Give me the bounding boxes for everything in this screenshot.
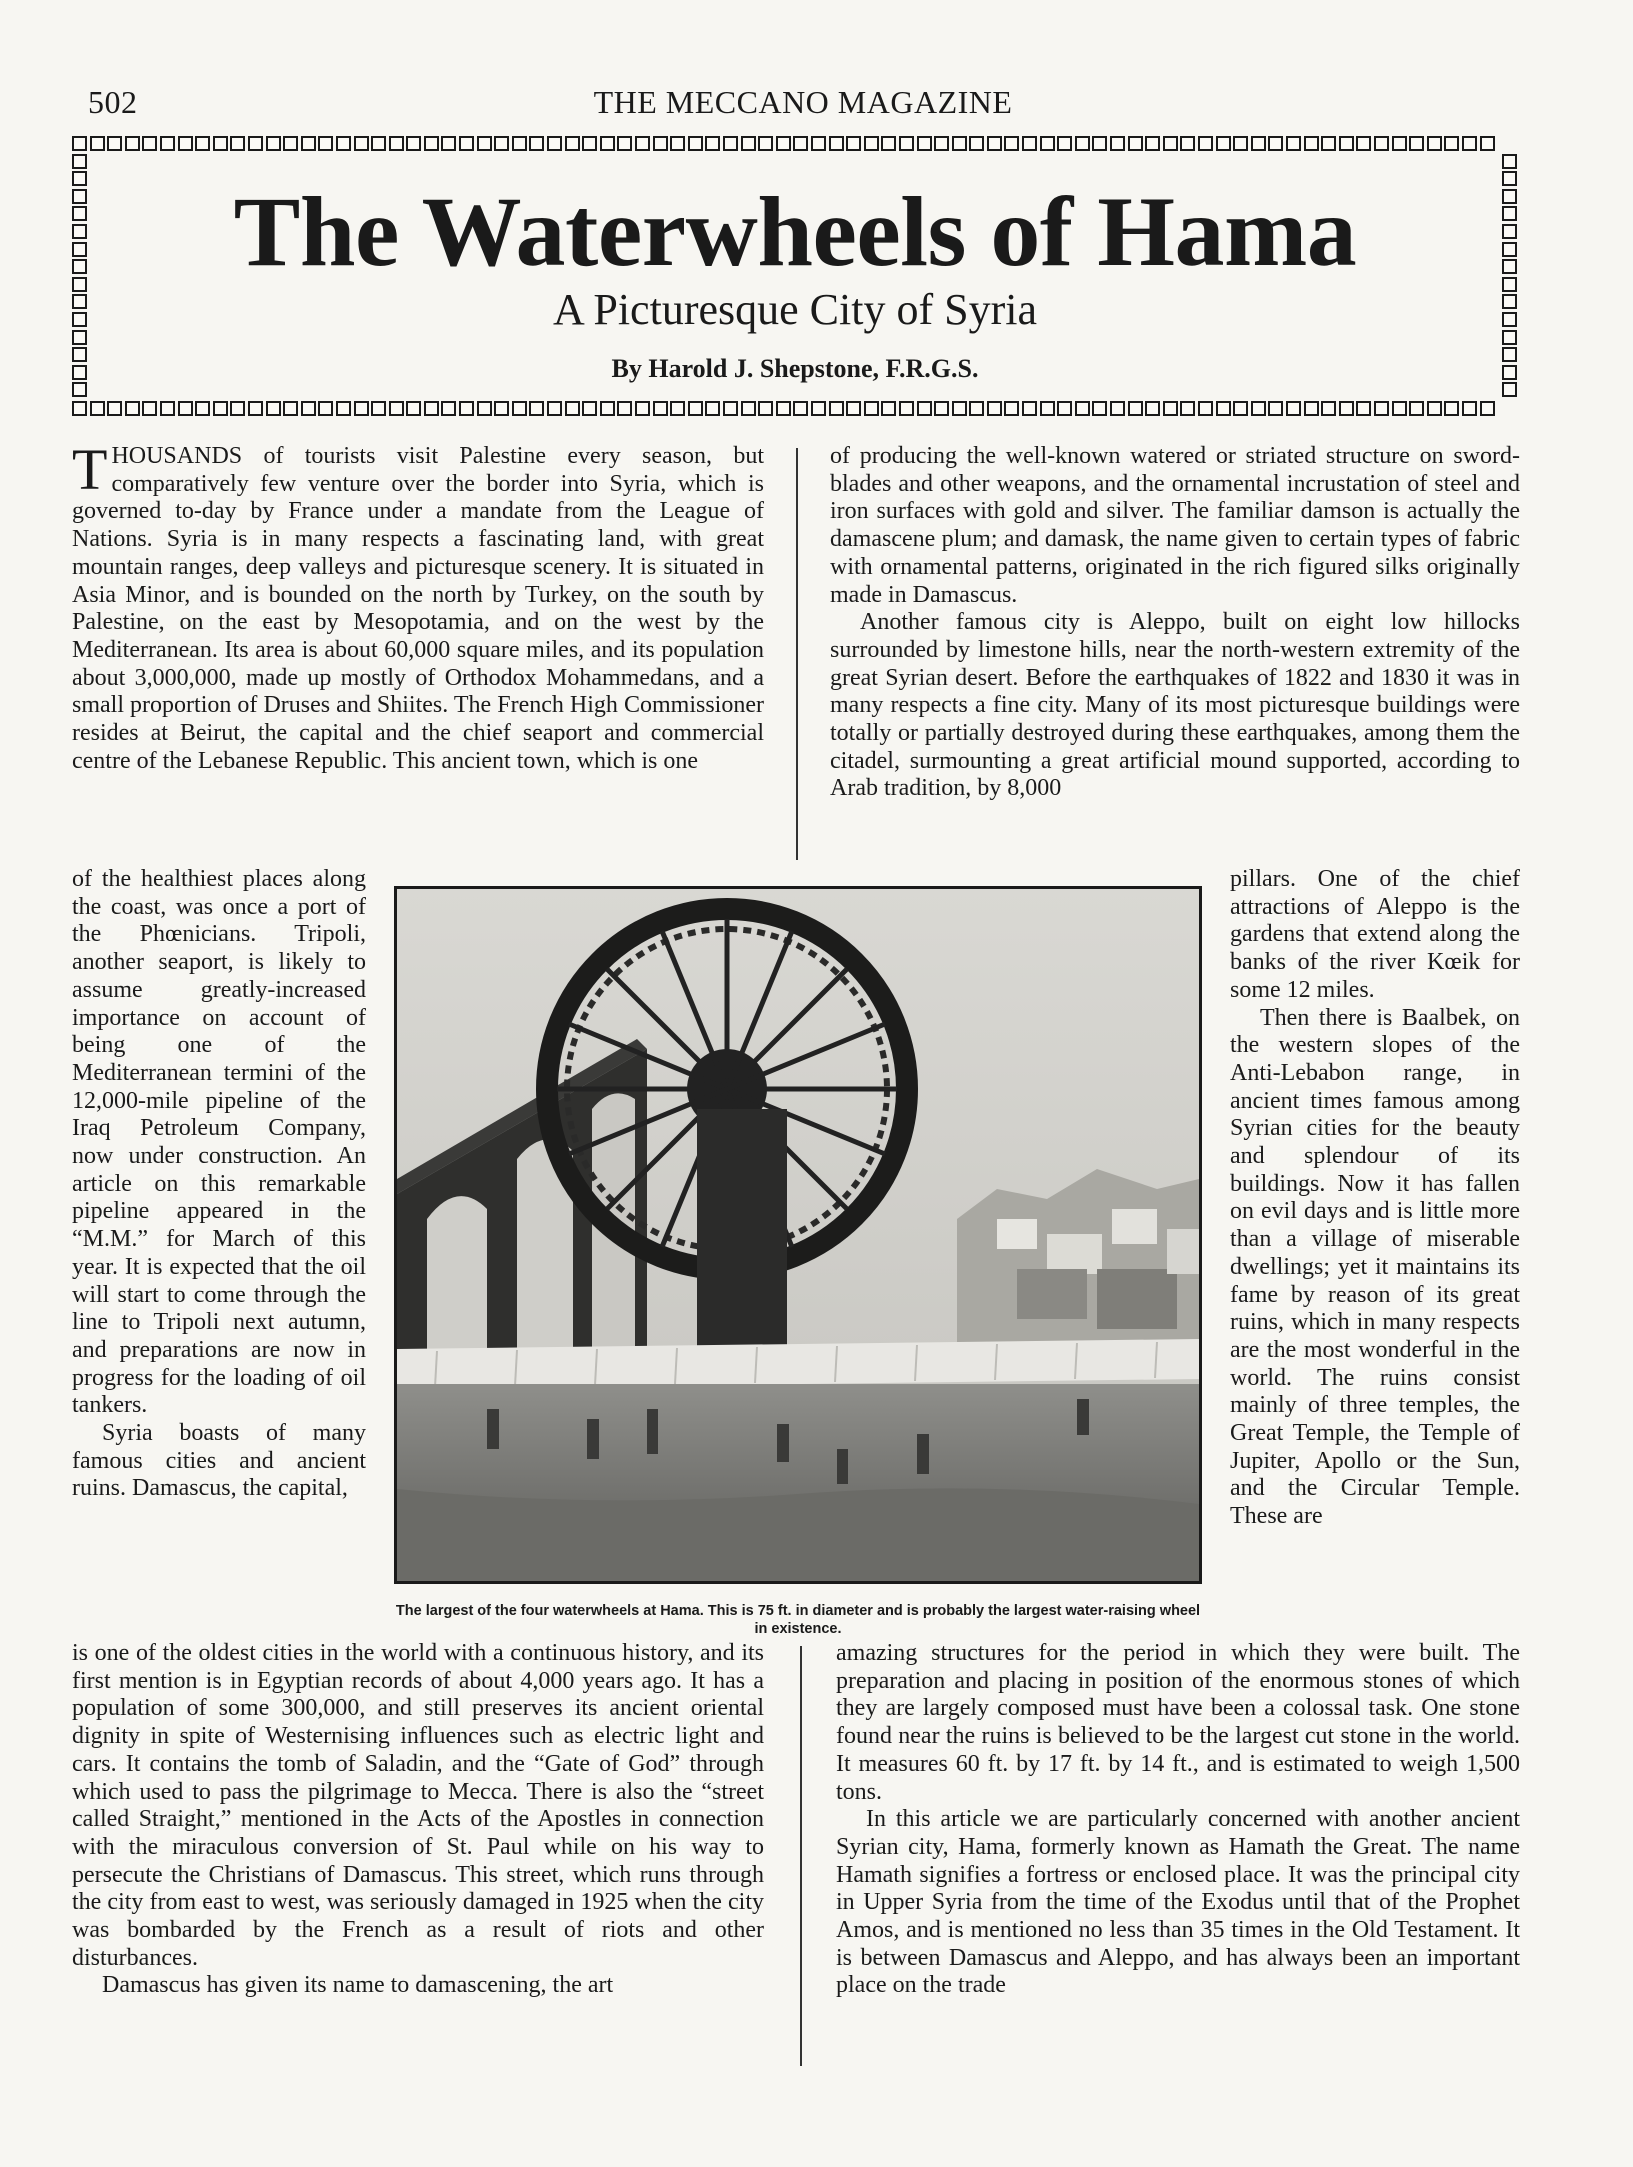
border-square bbox=[72, 365, 87, 380]
border-square bbox=[565, 401, 580, 416]
paragraph: HOUSANDS of tourists visit Palestine every season, but comparatively few venture over the border into Syria, which is governed to-day by France under a mandate from the League of Nations. Syria is in many respects a fascinating land, with great mountain ranges, deep valleys and picturesque scenery. It is situated in Asia Minor, and is bounded on the north by Turkey, on the south by Palestine, on the east by Mesopotamia, and on the west by the Mediterranean. Its area is about 60,000 square miles, and its population about 3,000,000, made up mostly of Orthodox Mohammedans, and a small proportion of Druses and Shiites. The French High Commissioner resides at Beirut, the capital and the chief seaport and commercial centre of the Lebanese Republic. This ancient town, which is one bbox=[72, 443, 764, 774]
border-square bbox=[301, 136, 316, 151]
border-square bbox=[72, 347, 87, 362]
border-square bbox=[512, 401, 527, 416]
border-square bbox=[1286, 136, 1301, 151]
border-square bbox=[1304, 401, 1319, 416]
border-square bbox=[477, 401, 492, 416]
border-square bbox=[617, 401, 632, 416]
text-left-narrow bbox=[72, 866, 366, 1503]
border-square bbox=[1004, 401, 1019, 416]
border-square bbox=[776, 136, 791, 151]
border-square bbox=[125, 136, 140, 151]
border-square bbox=[72, 189, 87, 204]
border-square bbox=[529, 401, 544, 416]
border-square bbox=[705, 136, 720, 151]
column-rule bbox=[800, 1646, 802, 2066]
border-square bbox=[72, 259, 87, 274]
border-square bbox=[917, 136, 932, 151]
border-square bbox=[952, 401, 967, 416]
waterwheel-photo bbox=[394, 886, 1202, 1584]
border-square bbox=[1356, 136, 1371, 151]
border-square bbox=[1075, 136, 1090, 151]
border-square bbox=[1356, 401, 1371, 416]
paragraph: Then there is Baalbek, on the western slopes of the Anti-Lebabon range, in ancient times famous among Syrian cities for the beauty and splendour of its buildings. Now it has fallen on evil days and is little more than a village of miserable dwellings; yet it maintains its fame by reason of its great ruins, which in many respects are the most wonderful in the world. The ruins consist mainly of three temples, the Great Temple, the Temple of Jupiter, Apollo or the Sun, and the Circular Temple. These are bbox=[1230, 1004, 1520, 1530]
border-square bbox=[1268, 401, 1283, 416]
border-square bbox=[371, 136, 386, 151]
border-square bbox=[354, 136, 369, 151]
border-square bbox=[529, 136, 544, 151]
paragraph: Damascus has given its name to damascening, the art bbox=[102, 1972, 614, 1999]
border-square bbox=[1374, 136, 1389, 151]
border-square bbox=[670, 401, 685, 416]
article-subtitle: A Picturesque City of Syria bbox=[553, 285, 1037, 334]
border-square bbox=[1110, 136, 1125, 151]
border-square bbox=[741, 401, 756, 416]
border-square bbox=[424, 401, 439, 416]
border-square bbox=[670, 136, 685, 151]
border-square bbox=[178, 401, 193, 416]
border-square bbox=[1233, 136, 1248, 151]
border-square bbox=[1502, 259, 1517, 274]
text-left-top bbox=[72, 437, 764, 775]
border-square bbox=[582, 136, 597, 151]
border-square bbox=[1128, 401, 1143, 416]
border-square bbox=[72, 154, 87, 169]
border-square bbox=[494, 136, 509, 151]
border-square bbox=[142, 401, 157, 416]
title-border-right bbox=[1502, 154, 1517, 398]
paragraph: is one of the oldest cities in the world with a continuous history, and its first mention is in Egyptian records of about 4,000 years ago. It has a population of some 300,000, and still preserves its ancient oriental dignity in spite of Westernising influences such as electric light and cars. It contains the tomb of Saladin, and the “Gate of God” through which used to pass the pilgrimage to Mecca. There is also the “street called Straight,” mentioned in the Acts of the Apostles in connection with the miraculous conversion of St. Paul while on his way to persecute the Christians of Damascus. This street, which runs through the city from east to west, was seriously damaged in 1925 when the city was bombarded by the French as a result of riots and other disturbances. bbox=[72, 1640, 764, 1971]
magazine-title: THE MECCANO MAGAZINE bbox=[593, 84, 1013, 120]
border-square bbox=[1022, 136, 1037, 151]
drop-cap: T bbox=[72, 437, 108, 502]
border-square bbox=[1198, 136, 1213, 151]
border-square bbox=[230, 136, 245, 151]
border-square bbox=[1427, 401, 1442, 416]
border-square bbox=[354, 401, 369, 416]
border-square bbox=[107, 136, 122, 151]
paragraph: pillars. One of the chief attractions of Aleppo is the gardens that extend along the banks of the river Kœik for some 12 miles. bbox=[1230, 866, 1520, 1003]
border-square bbox=[899, 401, 914, 416]
border-square bbox=[336, 401, 351, 416]
border-square bbox=[617, 136, 632, 151]
border-square bbox=[72, 136, 87, 151]
border-square bbox=[1251, 401, 1266, 416]
border-square bbox=[934, 136, 949, 151]
border-square bbox=[688, 136, 703, 151]
border-square bbox=[1251, 136, 1266, 151]
border-square bbox=[987, 401, 1002, 416]
text-right-narrow bbox=[1230, 866, 1520, 1531]
article-byline: By Harold J. Shepstone, F.R.G.S. bbox=[611, 354, 979, 383]
border-square bbox=[1092, 401, 1107, 416]
photo-caption: The largest of the four waterwheels at Hama. This is 75 ft. in diameter and is probably the largest water-raising wheel in existence. bbox=[395, 1603, 1201, 1637]
text-right-top bbox=[830, 443, 1520, 803]
border-square bbox=[635, 136, 650, 151]
border-square bbox=[1502, 312, 1517, 327]
border-square bbox=[1409, 401, 1424, 416]
border-square bbox=[72, 382, 87, 397]
border-square bbox=[899, 136, 914, 151]
border-square bbox=[195, 136, 210, 151]
border-square bbox=[1502, 171, 1517, 186]
border-square bbox=[72, 312, 87, 327]
border-square bbox=[829, 401, 844, 416]
border-square bbox=[1502, 347, 1517, 362]
running-head bbox=[88, 78, 1518, 124]
border-square bbox=[1462, 136, 1477, 151]
border-square bbox=[72, 206, 87, 221]
border-square bbox=[283, 401, 298, 416]
border-square bbox=[248, 401, 263, 416]
border-square bbox=[459, 136, 474, 151]
border-square bbox=[441, 401, 456, 416]
border-square bbox=[424, 136, 439, 151]
border-square bbox=[741, 136, 756, 151]
border-square bbox=[705, 401, 720, 416]
border-square bbox=[1022, 401, 1037, 416]
border-square bbox=[1392, 401, 1407, 416]
border-square bbox=[1339, 136, 1354, 151]
border-square bbox=[1004, 136, 1019, 151]
border-square bbox=[1502, 206, 1517, 221]
border-square bbox=[72, 401, 87, 416]
border-square bbox=[318, 401, 333, 416]
town-background bbox=[957, 1169, 1199, 1359]
border-square bbox=[881, 401, 896, 416]
border-square bbox=[389, 136, 404, 151]
border-square bbox=[1198, 401, 1213, 416]
border-square bbox=[635, 401, 650, 416]
border-square bbox=[1502, 330, 1517, 345]
border-square bbox=[90, 136, 105, 151]
border-square bbox=[72, 330, 87, 345]
border-square bbox=[142, 136, 157, 151]
border-square bbox=[248, 136, 263, 151]
border-square bbox=[917, 401, 932, 416]
border-square bbox=[318, 136, 333, 151]
border-square bbox=[1216, 401, 1231, 416]
border-square bbox=[494, 401, 509, 416]
border-square bbox=[1180, 401, 1195, 416]
border-square bbox=[72, 171, 87, 186]
border-square bbox=[389, 401, 404, 416]
border-square bbox=[547, 401, 562, 416]
waterwheel-illustration bbox=[397, 889, 1199, 1581]
column-rule bbox=[796, 448, 798, 860]
border-square bbox=[793, 401, 808, 416]
page-number: 502 bbox=[88, 84, 138, 120]
border-square bbox=[829, 136, 844, 151]
border-square bbox=[1092, 136, 1107, 151]
border-square bbox=[1057, 401, 1072, 416]
border-square bbox=[1480, 136, 1495, 151]
border-square bbox=[1110, 401, 1125, 416]
border-square bbox=[1057, 136, 1072, 151]
border-square bbox=[1180, 136, 1195, 151]
border-square bbox=[1339, 401, 1354, 416]
border-square bbox=[952, 136, 967, 151]
border-square bbox=[934, 401, 949, 416]
border-square bbox=[1502, 242, 1517, 257]
border-square bbox=[1304, 136, 1319, 151]
border-square bbox=[72, 277, 87, 292]
border-square bbox=[846, 401, 861, 416]
paragraph: Syria boasts of many famous cities and ancient ruins. Damascus, the capital, bbox=[72, 1420, 366, 1502]
text-left-bottom bbox=[72, 1640, 764, 2000]
border-square bbox=[283, 136, 298, 151]
border-square bbox=[125, 401, 140, 416]
border-square bbox=[600, 401, 615, 416]
border-square bbox=[1392, 136, 1407, 151]
border-square bbox=[653, 136, 668, 151]
title-border-left bbox=[72, 154, 87, 398]
border-square bbox=[1444, 401, 1459, 416]
border-square bbox=[1502, 154, 1517, 169]
border-square bbox=[723, 136, 738, 151]
border-square bbox=[512, 136, 527, 151]
border-square bbox=[653, 401, 668, 416]
text-right-bottom bbox=[836, 1640, 1520, 2000]
article-title: The Waterwheels of Hama bbox=[233, 176, 1357, 287]
border-square bbox=[72, 294, 87, 309]
border-square bbox=[1216, 136, 1231, 151]
border-square bbox=[1145, 401, 1160, 416]
border-square bbox=[864, 401, 879, 416]
border-square bbox=[1040, 401, 1055, 416]
border-square bbox=[441, 136, 456, 151]
border-square bbox=[406, 401, 421, 416]
border-square bbox=[301, 401, 316, 416]
border-square bbox=[72, 224, 87, 239]
border-square bbox=[459, 401, 474, 416]
border-square bbox=[107, 401, 122, 416]
border-square bbox=[266, 401, 281, 416]
border-square bbox=[600, 136, 615, 151]
border-square bbox=[213, 136, 228, 151]
border-square bbox=[1409, 136, 1424, 151]
border-square bbox=[1233, 401, 1248, 416]
border-square bbox=[1128, 136, 1143, 151]
border-square bbox=[846, 136, 861, 151]
border-square bbox=[213, 401, 228, 416]
border-square bbox=[688, 401, 703, 416]
border-square bbox=[90, 401, 105, 416]
border-square bbox=[811, 136, 826, 151]
riverbank bbox=[397, 1488, 1199, 1581]
border-square bbox=[1480, 401, 1495, 416]
border-square bbox=[1040, 136, 1055, 151]
border-square bbox=[477, 136, 492, 151]
border-square bbox=[1502, 365, 1517, 380]
title-border-top bbox=[72, 136, 1495, 151]
border-square bbox=[1374, 401, 1389, 416]
border-square bbox=[1502, 277, 1517, 292]
border-square bbox=[1462, 401, 1477, 416]
paragraph: amazing structures for the period in which they were built. The preparation and placing in position of the enormous stones of which they are largely composed must have been a colossal task. One stone found near the ruins is believed to be the largest cut stone in the world. It measures 60 ft. by 17 ft. by 14 ft., and is estimated to weigh 1,500 tons. bbox=[836, 1640, 1520, 1805]
border-square bbox=[336, 136, 351, 151]
border-square bbox=[582, 401, 597, 416]
border-square bbox=[178, 136, 193, 151]
border-square bbox=[371, 401, 386, 416]
paragraph: of producing the well-known watered or striated structure on sword-blades and other weapons, and the ornamental incrustation of steel and iron surfaces with gold and silver. The familiar damson is actually the damascene plum; and damask, the name given to certain types of fabric with ornamental patterns, originated in the rich figured silks originally made in Damascus. bbox=[830, 443, 1520, 608]
border-square bbox=[1502, 189, 1517, 204]
paragraph: Another famous city is Aleppo, built on eight low hillocks surrounded by limestone hills, near the north-western extremity of the great Syrian desert. Before the earthquakes of 1822 and 1830 it was in many respects a fine city. Many of its most picturesque buildings were totally or partially destroyed during these earthquakes, among them the citadel, surmounting a great artificial mound supported, according to Arab tradition, by 8,000 bbox=[830, 609, 1520, 802]
border-square bbox=[195, 401, 210, 416]
border-square bbox=[864, 136, 879, 151]
border-square bbox=[758, 401, 773, 416]
border-square bbox=[793, 136, 808, 151]
border-square bbox=[1286, 401, 1301, 416]
border-square bbox=[72, 242, 87, 257]
border-square bbox=[1502, 382, 1517, 397]
border-square bbox=[1075, 401, 1090, 416]
border-square bbox=[1145, 136, 1160, 151]
paragraph: In this article we are particularly concerned with another ancient Syrian city, Hama, formerly known as Hamath the Great. The name Hamath signifies a fortress or enclosed place. It was the principal city in Upper Syria from the time of the Exodus until that of the Prophet Amos, and is mentioned no less than 35 times in the Old Testament. It is between Damascus and Aleppo, and has always been an important place on the trade bbox=[836, 1806, 1520, 1999]
border-square bbox=[723, 401, 738, 416]
border-square bbox=[230, 401, 245, 416]
border-square bbox=[547, 136, 562, 151]
border-square bbox=[1268, 136, 1283, 151]
border-square bbox=[1321, 136, 1336, 151]
border-square bbox=[969, 136, 984, 151]
border-square bbox=[1163, 401, 1178, 416]
border-square bbox=[1427, 136, 1442, 151]
title-border-bottom bbox=[72, 401, 1495, 416]
border-square bbox=[776, 401, 791, 416]
border-square bbox=[1444, 136, 1459, 151]
paragraph: of the healthiest places along the coast, was once a port of the Phœnicians. Tripoli, another seaport, is likely to assume greatly-increased importance on account of being one of the Mediterranean termini of the 12,000-mile pipeline of the Iraq Petroleum Company, now under construction. An article on this remarkable pipeline appeared in the “M.M.” for March of this year. It is expected that the oil will start to come through the line to Tripoli next autumn, and preparations are now in progress for the loading of oil tankers. bbox=[72, 866, 366, 1419]
border-square bbox=[160, 401, 175, 416]
border-square bbox=[1321, 401, 1336, 416]
border-square bbox=[811, 401, 826, 416]
border-square bbox=[406, 136, 421, 151]
border-square bbox=[565, 136, 580, 151]
border-square bbox=[969, 401, 984, 416]
border-square bbox=[881, 136, 896, 151]
border-square bbox=[266, 136, 281, 151]
border-square bbox=[987, 136, 1002, 151]
border-square bbox=[1163, 136, 1178, 151]
border-square bbox=[1502, 224, 1517, 239]
border-square bbox=[758, 136, 773, 151]
border-square bbox=[160, 136, 175, 151]
border-square bbox=[1502, 294, 1517, 309]
